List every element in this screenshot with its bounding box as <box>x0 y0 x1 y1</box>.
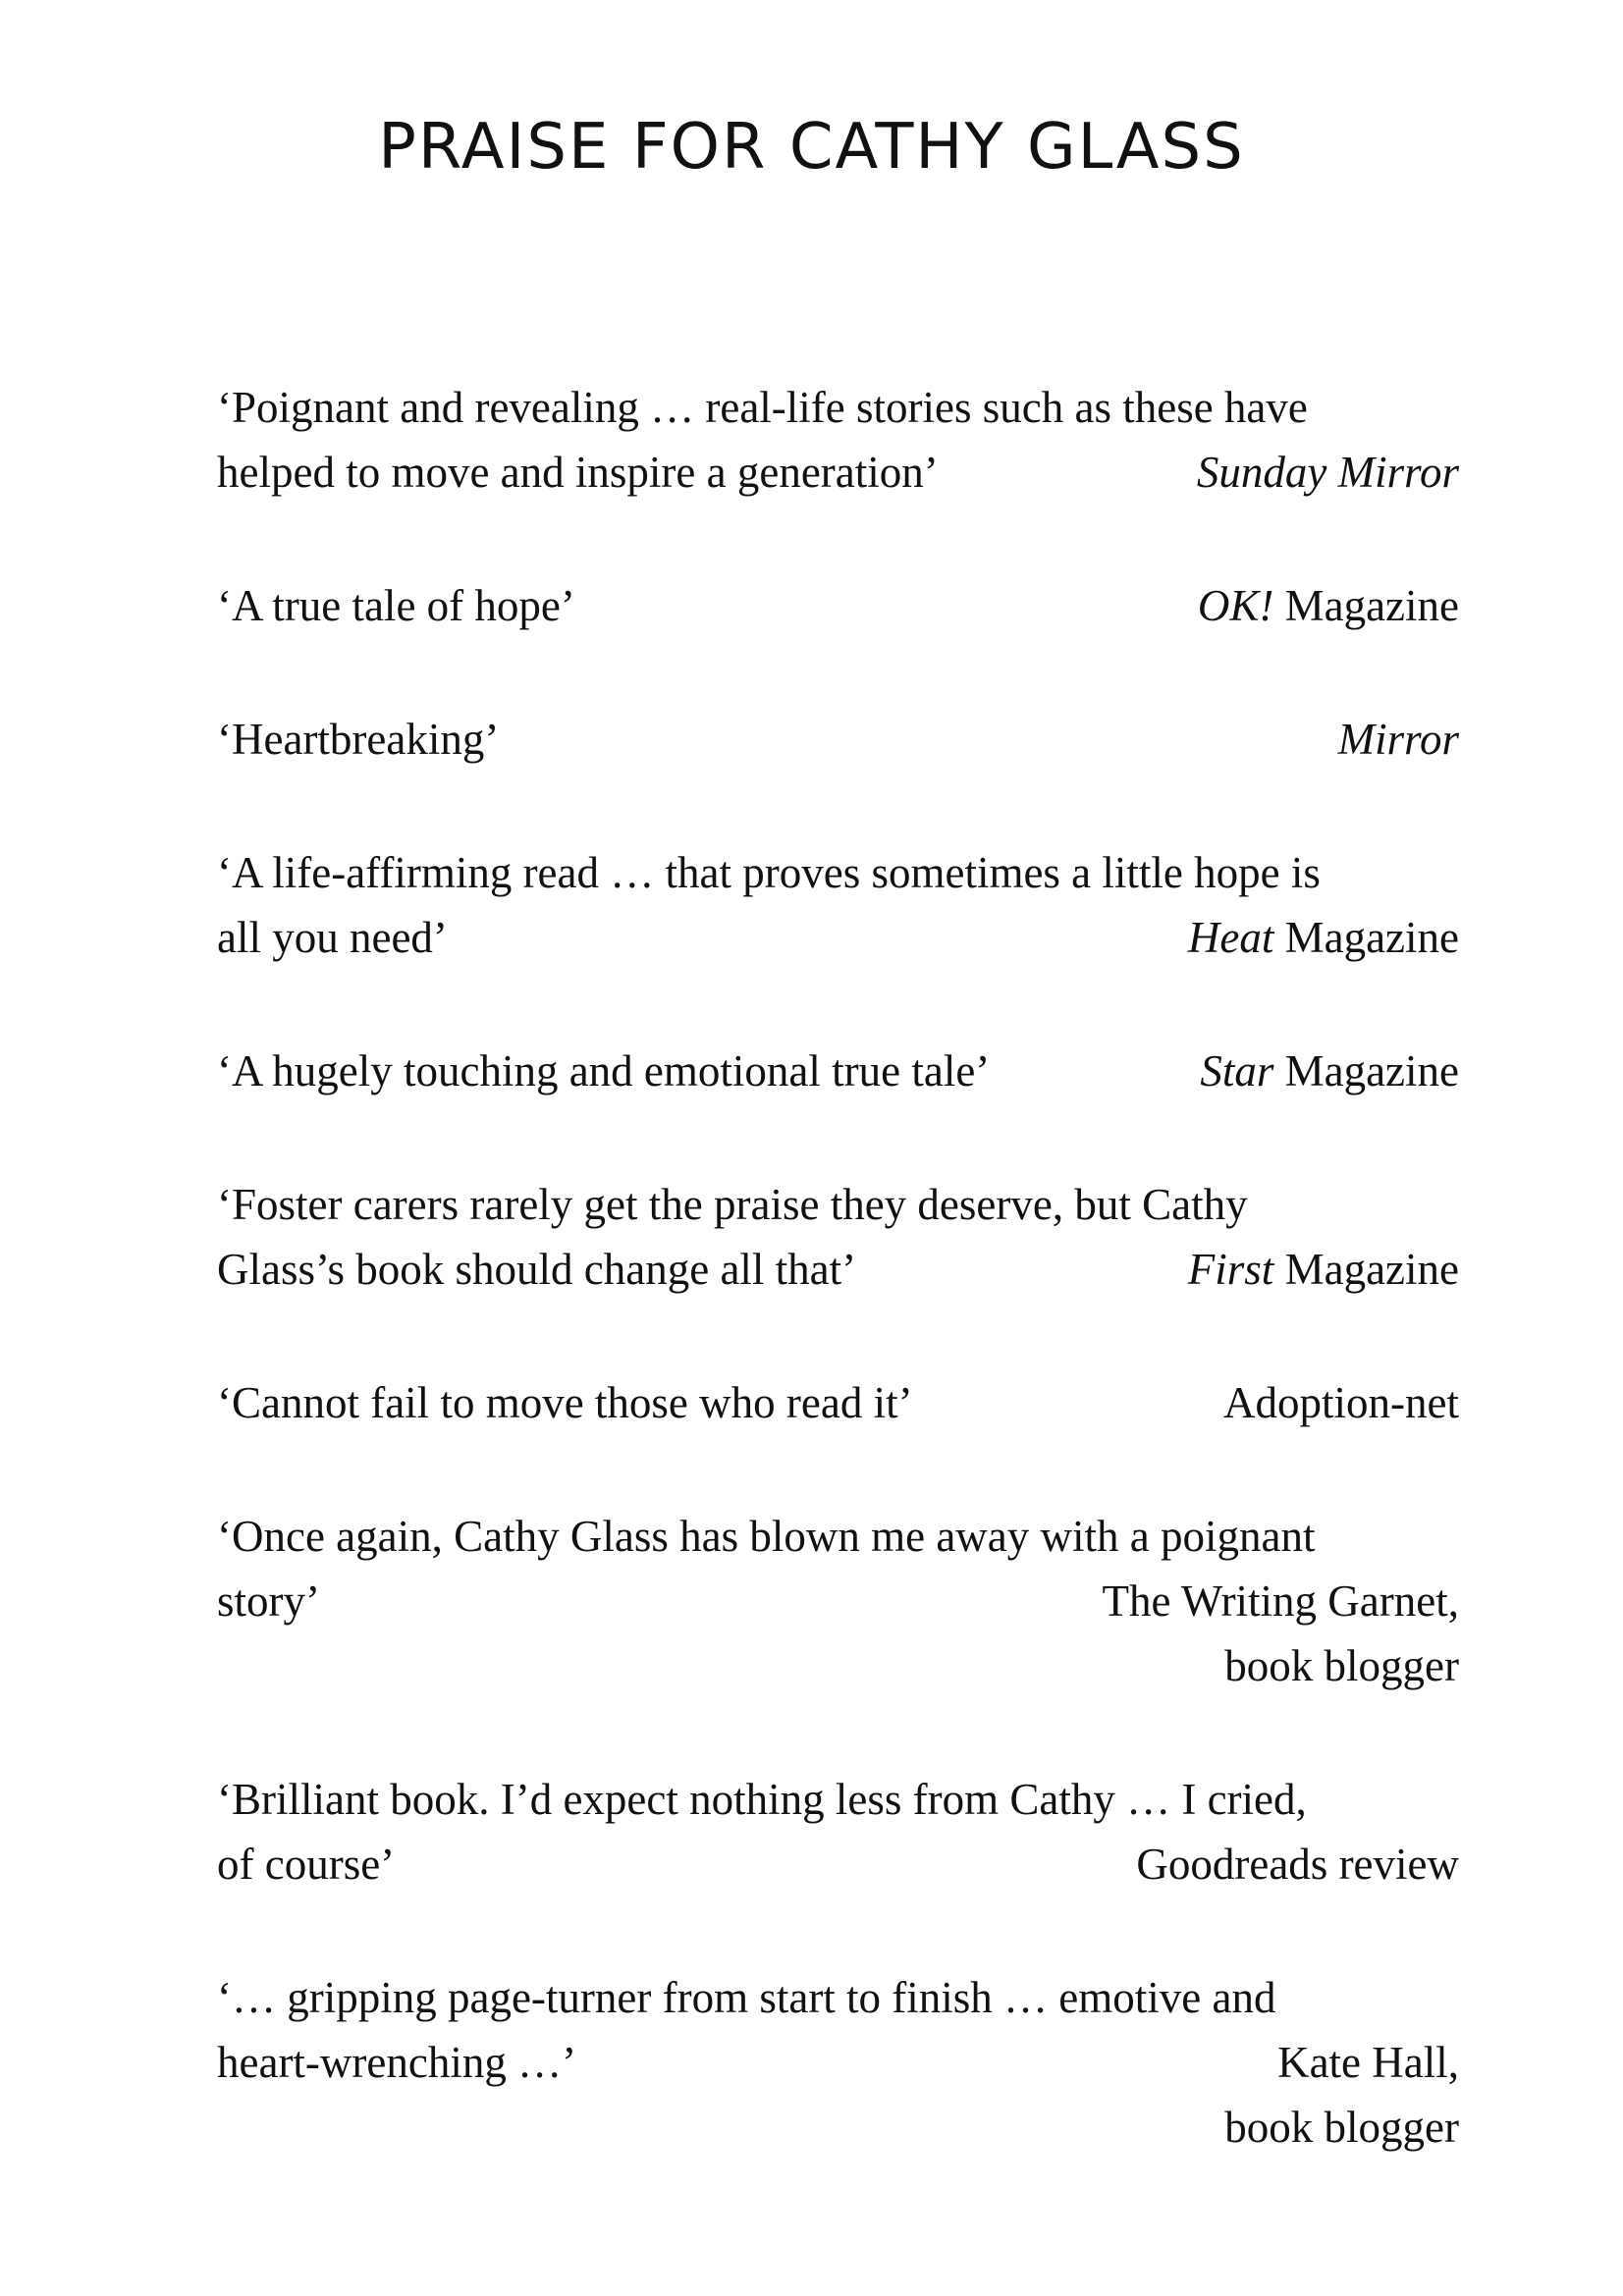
quote-source: Kate Hall, <box>1277 2038 1459 2087</box>
praise-entry <box>217 1039 1459 1103</box>
quote-text <box>217 1965 1459 2030</box>
praise-entry <box>217 1172 1459 1302</box>
source-suffix: Goodreads review <box>1136 1840 1459 1889</box>
source-publication: Star <box>1200 1046 1274 1095</box>
source-publication: OK! <box>1197 581 1274 630</box>
source-suffix: Magazine <box>1273 1046 1459 1095</box>
quote-line: ‘Poignant and revealing … real-life stories such as these have <box>217 383 1308 432</box>
quote-text <box>217 375 1459 440</box>
quote-line: ‘Foster carers rarely get the praise they deserve, but Cathy <box>217 1180 1248 1229</box>
praise-entry <box>217 1767 1459 1896</box>
praise-entry <box>217 1370 1459 1435</box>
quote-line: ‘Brilliant book. I’d expect nothing less from Cathy … I cried, <box>217 1775 1307 1824</box>
quote-source <box>1338 707 1459 772</box>
quote-source <box>1188 905 1459 970</box>
quote-line: ‘… gripping page-turner from start to finish … emotive and <box>217 1973 1276 2022</box>
praise-entry <box>217 375 1459 505</box>
praise-entry <box>217 1504 1459 1698</box>
quote-source-detail: book blogger <box>1224 2103 1459 2152</box>
source-publication: Sunday Mirror <box>1196 448 1459 497</box>
source-publication: Heat <box>1187 913 1274 962</box>
quote-source <box>1198 573 1459 638</box>
source-publication: First <box>1187 1245 1274 1294</box>
quote-source <box>1200 1039 1459 1103</box>
quote-source-detail: book blogger <box>1224 1641 1459 1690</box>
quote-line: story’ <box>217 1576 320 1626</box>
praise-entry <box>217 573 1459 638</box>
quote-text: ‘Heartbreaking’ <box>217 715 500 764</box>
source-suffix: Magazine <box>1273 581 1459 630</box>
source-publication: Mirror <box>1337 715 1459 764</box>
quote-line: all you need’ <box>217 913 448 962</box>
page-title: PRAISE FOR CATHY GLASS <box>378 111 1245 184</box>
praise-entry <box>217 707 1459 772</box>
quote-text <box>217 1767 1459 1832</box>
quote-source: The Writing Garnet, <box>1102 1576 1459 1626</box>
quote-text <box>217 1504 1459 1569</box>
source-suffix: Magazine <box>1273 913 1459 962</box>
quote-line: heart-wrenching …’ <box>217 2038 577 2087</box>
quote-source <box>1223 1370 1459 1435</box>
quote-line: ‘A life-affirming read … that proves sometimes a little hope is <box>217 848 1321 897</box>
quote-line: helped to move and inspire a generation’ <box>217 448 939 497</box>
quote-source <box>1188 1237 1459 1302</box>
praise-list <box>217 375 1459 2228</box>
quote-line: ‘Once again, Cathy Glass has blown me away with a poignant <box>217 1512 1316 1561</box>
quote-text <box>217 1172 1459 1237</box>
source-suffix: Magazine <box>1273 1245 1459 1294</box>
quote-text: ‘A true tale of hope’ <box>217 581 575 630</box>
quote-text <box>217 840 1459 905</box>
quote-source <box>1136 1832 1459 1896</box>
quote-text: ‘Cannot fail to move those who read it’ <box>217 1378 913 1427</box>
quote-line: Glass’s book should change all that’ <box>217 1245 857 1294</box>
praise-entry <box>217 840 1459 970</box>
source-suffix: Adoption-net <box>1223 1378 1459 1427</box>
praise-entry <box>217 1965 1459 2160</box>
quote-text: ‘A hugely touching and emotional true tale’ <box>217 1046 991 1095</box>
quote-line: of course’ <box>217 1840 396 1889</box>
quote-source <box>1197 440 1459 505</box>
